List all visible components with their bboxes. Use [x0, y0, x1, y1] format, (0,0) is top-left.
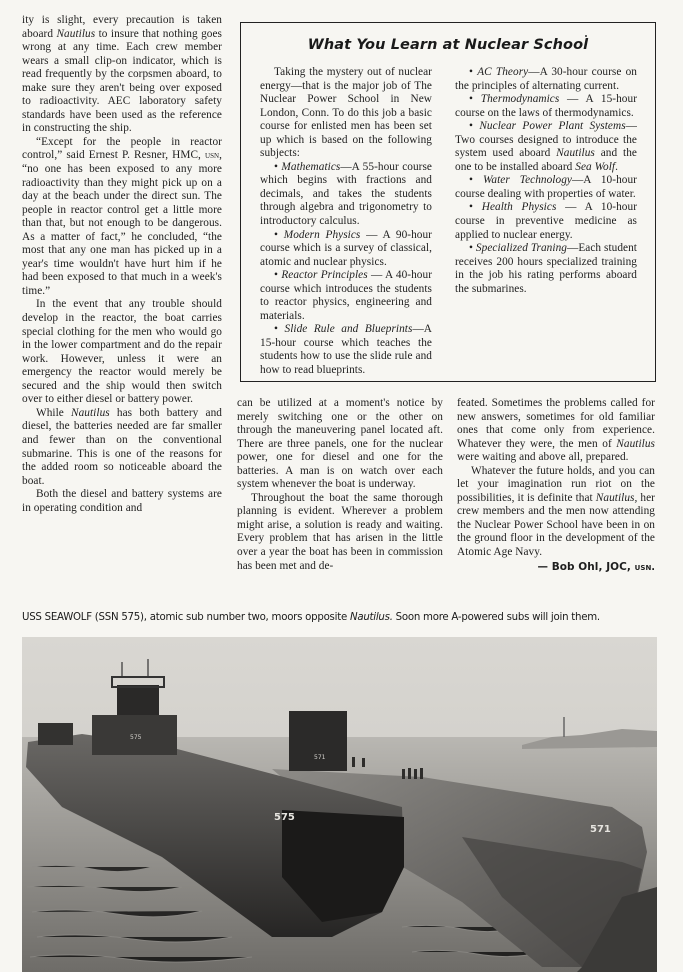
course-item: • Mathematics—A 55-hour course which begins with fractions and decimals, and takes the students through algebra and trigonometry to introductory calculus. [260, 160, 432, 228]
paragraph: In the event that any trouble should develop in the reactor, the boat carries special clothing for the men who would go in the lower compartment and do the repair work. However, unless it were an emergency the reactor would merely be secured and the ship would then switch over to either diesel or battery power. [22, 298, 222, 406]
course-item: • Health Physics — A 10-hour course in preventive medicine as applied to nuclear energy. [455, 201, 638, 241]
submarine-illustration [22, 637, 657, 972]
course-item: • Nuclear Power Plant Systems—Two courses designed to introduce the system used aboard Nautilus and the one to be installed aboard Sea Wolf. [455, 120, 638, 173]
sidebar-box [240, 22, 656, 382]
sail-571 [289, 711, 347, 771]
author-signature: — Bob Ohl, JOC, usn. [537, 560, 655, 573]
paragraph: While Nautilus has both battery and diesel, the batteries needed are far smaller and fewer than on the conventional submarine. This is one of the reasons for the added room so noticeable aboard the boat. [22, 406, 222, 487]
hull-number-575: 575 [274, 812, 295, 823]
course-item: • Modern Physics — A 90-hour course which is a survey of classical, atomic and nuclear physics. [260, 228, 432, 268]
paragraph: “Except for the people in reactor control,” said Ernest P. Resner, HMC, usn, “no one has been exposed to any more radioactivity than they might pick up on a day at the beach under the direct sun. The people in reactor control get a little more than that, but not enough to be dangerous. As a matter of fact,” he concluded, “the most that any one man has picked up in a year's time wouldn't have hurt him if he had been exposed to that much in a week's time.” [22, 135, 222, 297]
paragraph: Throughout the boat the same thorough planning is evident. Wherever a problem might arise, a solution is ready and waiting. Every problem that has arisen in the little over a year the boat has been in commission has been met and de- [237, 491, 443, 572]
paragraph: Whatever the future holds, and you can let your imagination run riot on the possibilities, it is definite that Nautilus, her crew members and the men now attending the Nuclear Power School have been in on the ground floor in the development of the Atomic Age Navy. [457, 464, 655, 559]
photo-caption: USS SEAWOLF (SSN 575), atomic sub number two, moors opposite Nautilus. Soon more A-powered subs will join them. [22, 612, 600, 623]
course-item: • Specialized Traning—Each student receives 200 hours specialized training in the job his rating performs aboard the submarines. [455, 242, 637, 295]
ink-dot [585, 35, 587, 37]
submarine-photo [22, 637, 657, 972]
ship-name: Nautilus [71, 406, 110, 419]
article-column-3 [457, 397, 655, 574]
course-item: • Thermodynamics — A 15-hour course on the laws of thermodynamics. [455, 93, 638, 119]
sidebar-column-2 [455, 66, 637, 296]
course-item: • Reactor Principles — A 40-hour course which introduces the students to reactor physics, engineering and materials. [260, 269, 433, 322]
course-item: • Water Technology—A 10-hour course dealing with properties of water. [455, 174, 637, 200]
sail-number-571: 571 [314, 754, 326, 761]
paragraph: feated. Sometimes the problems called for new answers, sometimes for old familiar ones that come only from experience. Whatever they were, the men of Nautilus were waiting and above all, prepared. [457, 397, 655, 464]
sail-number-575: 575 [130, 734, 142, 741]
article-column-1 [22, 14, 222, 515]
article-column-2 [237, 397, 443, 573]
sidebar-intro: Taking the mystery out of nuclear energy—that is the major job of The Nuclear Power School in New London, Conn. To do this job a basic course for enlisted men has been set up which is based on the following subjects: [260, 66, 432, 160]
hull-number-571: 571 [590, 824, 611, 835]
paragraph: Both the diesel and battery systems are in operating condition and [22, 488, 222, 514]
paragraph: ity is slight, every precaution is taken aboard Nautilus to insure that nothing goes wrong at any time. Each crew member wears a small clip-on indicator, which is read frequently by the corpsmen aboard, to make sure they aren't being over exposed to radioactivity. AEC laboratory safety standards have been used as the reference in constructing the ship. [22, 14, 222, 135]
course-item: • Slide Rule and Blueprints—A 15-hour course which teaches the students how to use the slide rule and how to read blueprints. [260, 323, 432, 377]
sidebar-column-1 [260, 66, 432, 378]
course-item: • AC Theory—A 30-hour course on the principles of alternating current. [455, 66, 637, 92]
sidebar-title: What You Learn at Nuclear School [307, 37, 589, 53]
ship-name: Nautilus [56, 27, 96, 40]
paragraph: can be utilized at a moment's notice by merely switching one or the other on through the maneuvering panel located aft. There are three panels, one for the nuclear power, one for diesel and one for the batteries. A man is on watch over each system whenever the boat is underway. [237, 397, 443, 491]
